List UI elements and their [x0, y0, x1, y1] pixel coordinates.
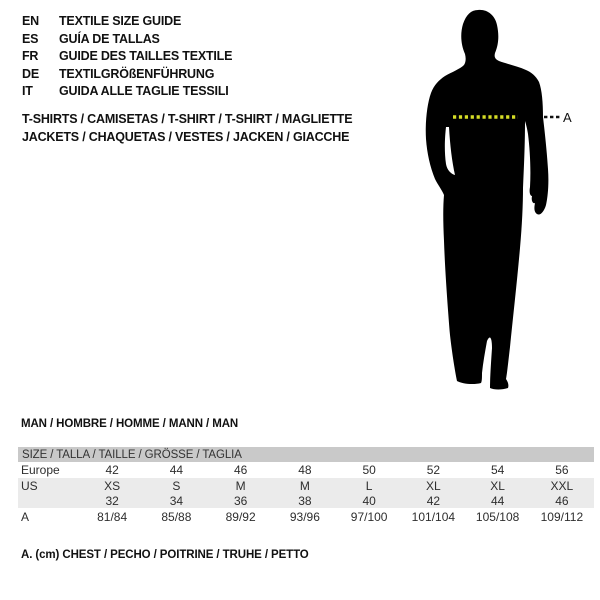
man-silhouette-path	[426, 10, 549, 390]
size-table-rows	[18, 462, 594, 526]
table-row	[18, 508, 594, 526]
table-cell: XL	[490, 478, 505, 493]
table-cell: 50	[362, 463, 376, 477]
table-row	[18, 493, 594, 508]
table-cell: 56	[555, 463, 569, 477]
table-cell: 44	[169, 463, 184, 477]
measurement-legend: A. (cm) CHEST / PECHO / POITRINE / TRUHE / PETTO	[21, 549, 309, 561]
language-code: IT	[22, 84, 33, 98]
language-title: TEXTILE SIZE GUIDE	[59, 14, 182, 28]
table-cell: 42	[105, 463, 119, 477]
language-code: FR	[22, 49, 39, 63]
section-title: MAN / HOMBRE / HOMME / MANN / MAN	[21, 418, 239, 430]
table-cell: 52	[426, 463, 441, 477]
language-code: ES	[22, 31, 39, 46]
table-cell: 46	[233, 463, 248, 477]
language-title: TEXTILGRÖßENFÜHRUNG	[59, 66, 215, 81]
table-cell: 97/100	[350, 510, 388, 524]
table-cell: 34	[169, 493, 184, 508]
table-cell: 101/104	[411, 510, 456, 524]
size-table	[18, 447, 594, 526]
table-row	[18, 462, 594, 478]
measurement-label-a: A	[563, 110, 572, 125]
table-row	[18, 478, 594, 493]
table-cell: 46	[555, 493, 569, 508]
table-cell: XS	[104, 478, 121, 493]
table-cell: 105/108	[475, 510, 520, 524]
table-cell: 93/96	[289, 510, 320, 524]
table-cell: XXL	[550, 478, 574, 493]
language-title: GUIDE DES TAILLES TEXTILE	[59, 49, 233, 63]
size-table-header: SIZE / TALLA / TAILLE / GRÖSSE / TAGLIA	[18, 447, 594, 462]
table-cell: 48	[298, 463, 312, 477]
table-cell: 32	[105, 493, 119, 508]
table-cell: 81/84	[97, 510, 128, 524]
table-cell: M	[299, 478, 310, 493]
table-cell: 42	[426, 493, 441, 508]
table-cell: 44	[490, 493, 505, 508]
table-cell: 40	[362, 493, 376, 508]
language-code: DE	[22, 66, 39, 81]
table-row-label: US	[21, 478, 38, 493]
table-cell: 36	[233, 493, 248, 508]
table-cell: L	[365, 478, 373, 493]
table-cell: S	[172, 478, 181, 493]
table-cell: 85/88	[161, 510, 192, 524]
table-cell: 89/92	[225, 510, 256, 524]
category-line: JACKETS / CHAQUETAS / VESTES / JACKEN / GIACCHE	[22, 130, 350, 144]
table-cell: 109/112	[540, 510, 584, 524]
language-code: EN	[22, 14, 39, 28]
table-cell: 38	[298, 493, 312, 508]
table-row-label: A	[21, 510, 30, 524]
category-line: T-SHIRTS / CAMISETAS / T-SHIRT / T-SHIRT / MAGLIETTE	[22, 112, 353, 126]
language-title: GUIDA ALLE TAGLIE TESSILI	[59, 84, 229, 98]
language-title: GUÍA DE TALLAS	[59, 31, 160, 46]
table-cell: XL	[426, 478, 441, 493]
table-cell: 54	[490, 463, 505, 477]
table-cell: M	[235, 478, 246, 493]
table-row-label: Europe	[21, 463, 60, 477]
